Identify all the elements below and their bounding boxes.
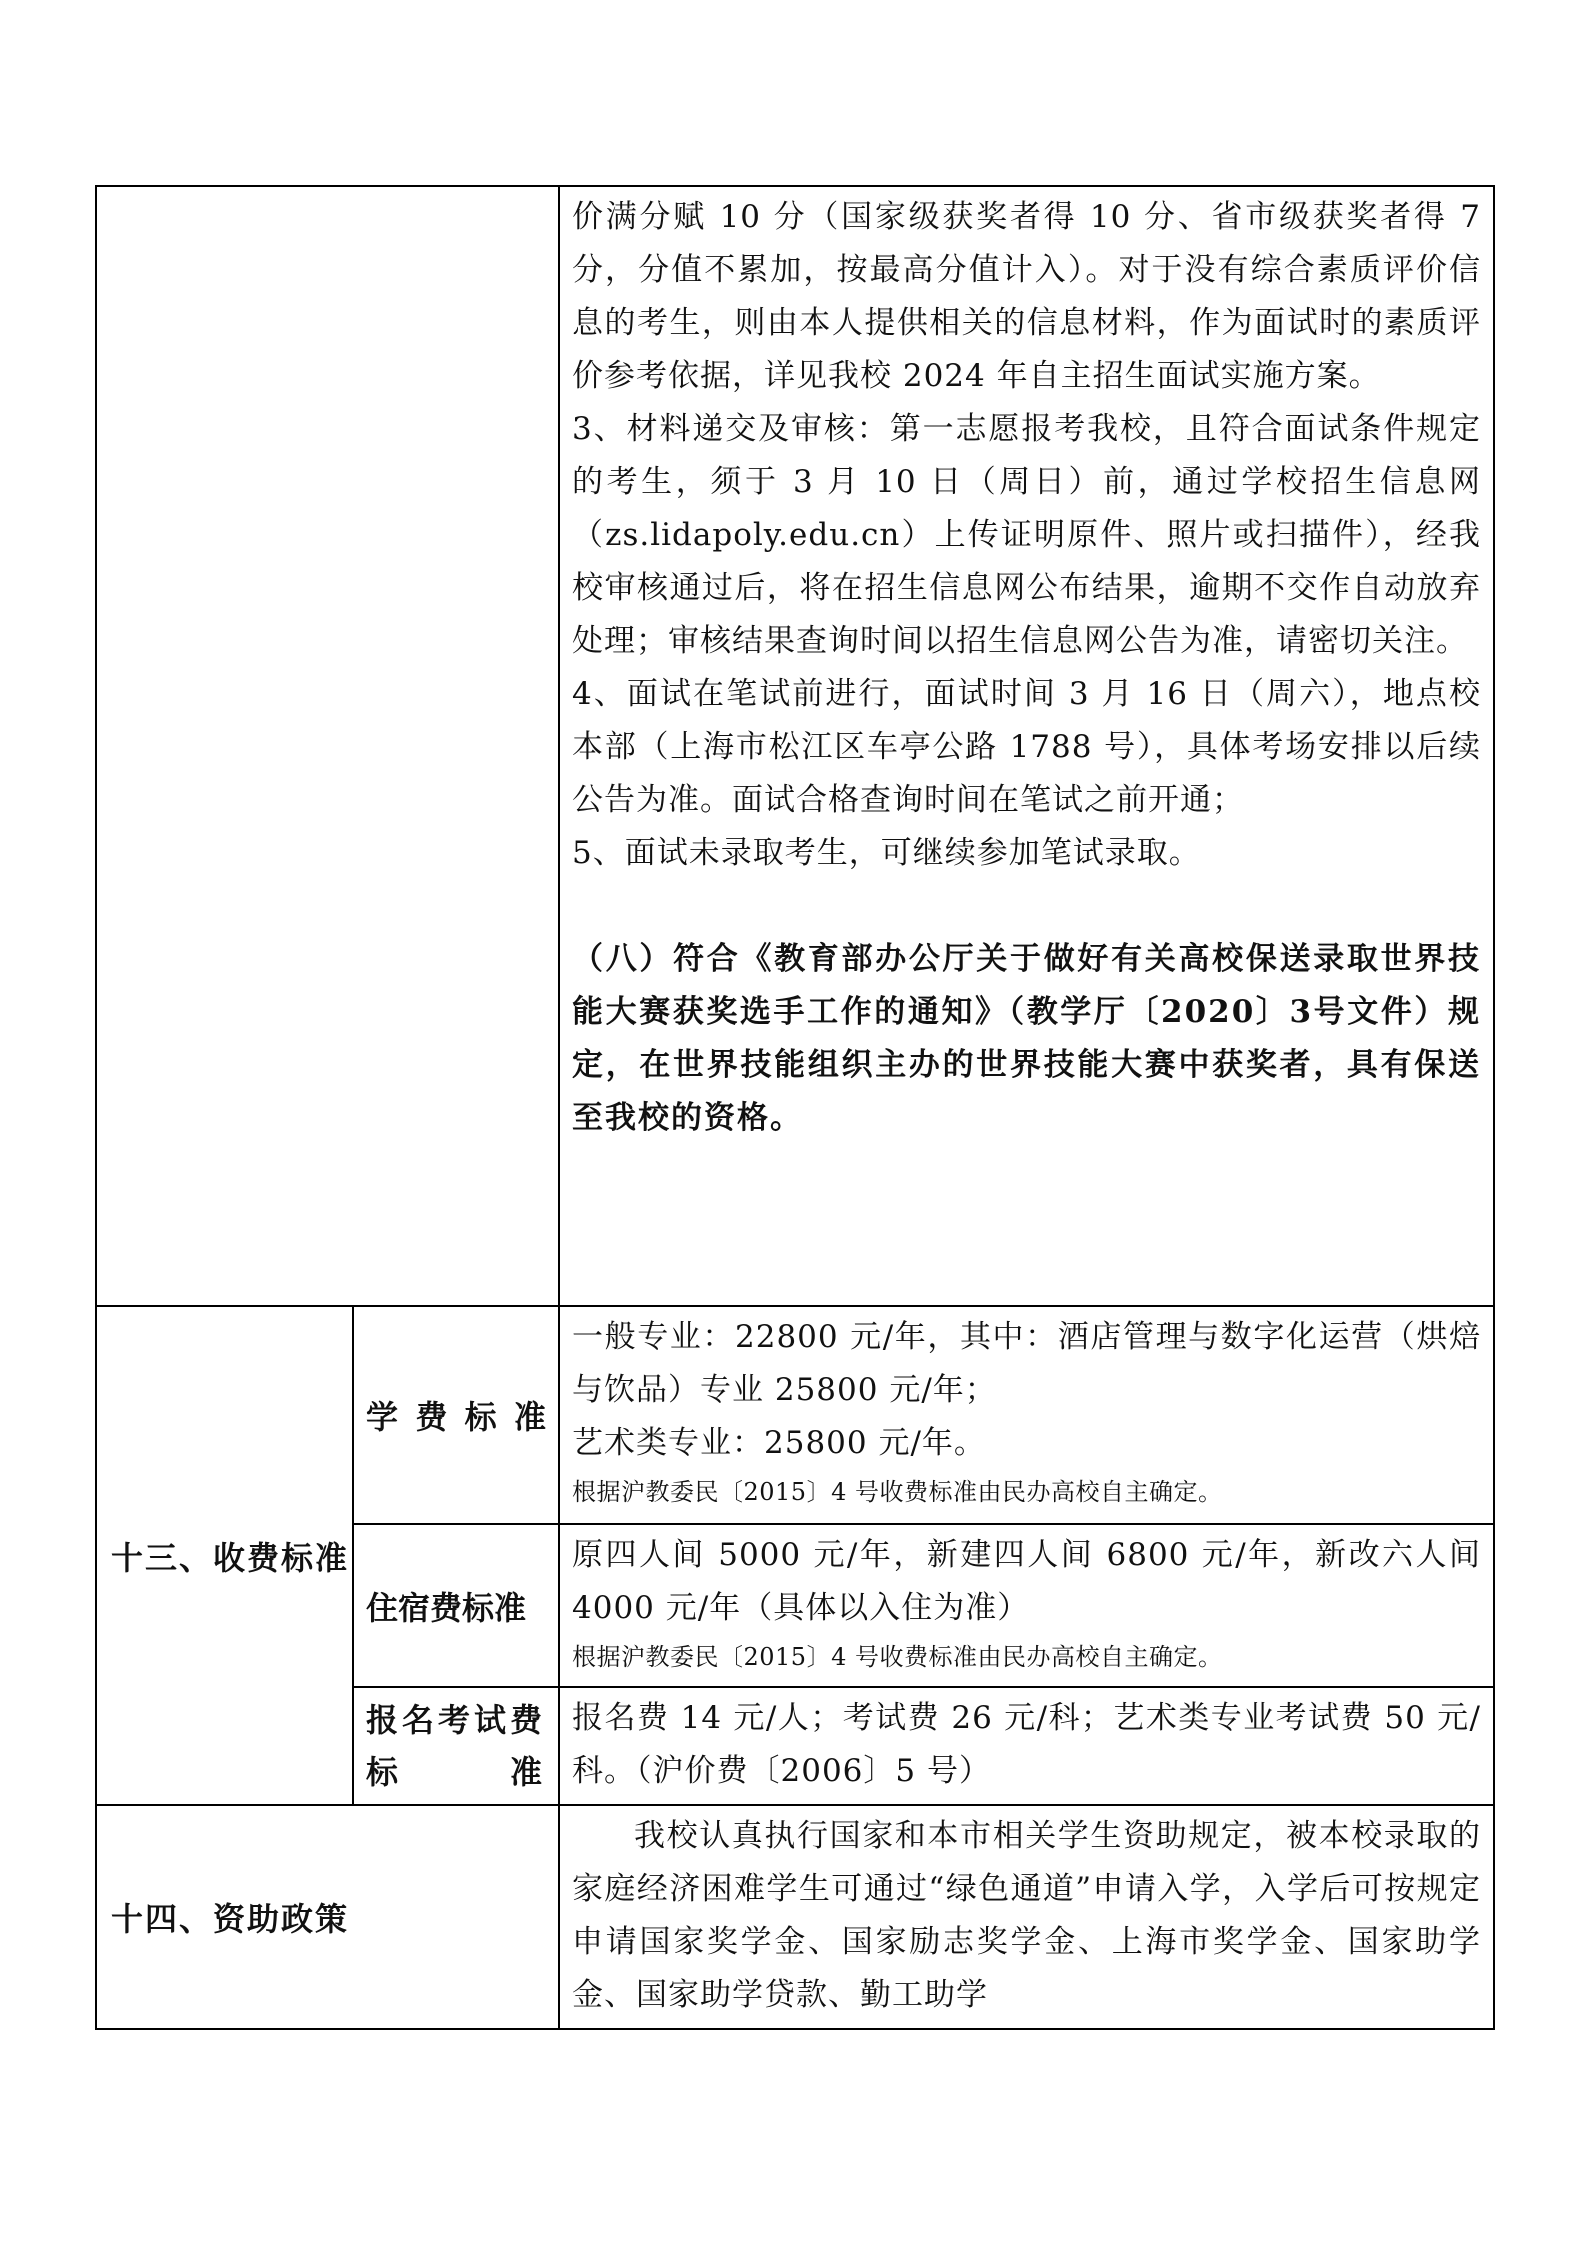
not-admitted-paragraph: 5、面试未录取考生，可继续参加笔试录取。 [572, 835, 1201, 871]
tuition-label-char: 准 [513, 1398, 546, 1436]
exam-fee-content [559, 1687, 1494, 1805]
materials-paragraph: 3、材料递交及审核：第一志愿报考我校，且符合面试条件规定的考生，须于 3 月 10 日（周日）前，通过学校招生信息网（zs.lidapoly.edu.cn）上传证明原件、照片或扫描件），经我校审核通过后，将在招生信息网公布结果，逾期不交作自动放弃处理；审核结果查询时间以招生信息网公告为准，请密切关注。 [572, 411, 1481, 659]
housing-content [559, 1524, 1494, 1687]
interview-paragraph: 4、面试在笔试前进行，面试时间 3 月 16 日（周六），地点校本部（上海市松江区车亭公路 1788 号），具体考场安排以后续公告为准。面试合格查询时间在笔试之前开通； [572, 676, 1481, 818]
exam-fee-label [353, 1687, 559, 1805]
tuition-label [353, 1306, 559, 1524]
tuition-label-char: 学 [366, 1398, 399, 1436]
exam-fee-text: 报名费 14 元/人；考试费 26 元/科；艺术类专业考试费 50 元/科。（沪价费〔2006〕5 号） [572, 1700, 1481, 1789]
exam-fee-label-char: 标 [366, 1753, 403, 1791]
tuition-label-char: 费 [415, 1398, 448, 1436]
aid-policy-row [96, 1805, 1494, 2029]
aid-policy-title: 十四、资助政策 [96, 1805, 559, 2029]
aid-policy-content [559, 1805, 1494, 2029]
tuition-art-line: 艺术类专业：25800 元/年。 [572, 1425, 986, 1461]
world-skills-paragraph: （八）符合《教育部办公厅关于做好有关高校保送录取世界技能大赛获奖选手工作的通知》（教学厅〔2020〕3号文件）规定，在世界技能组织主办的世界技能大赛中获奖者，具有保送至我校的资格。 [572, 941, 1481, 1136]
enrollment-table [95, 185, 1495, 2030]
housing-line: 原四人间 5000 元/年，新建四人间 6800 元/年，新改六人间 4000 元/年（具体以入住为准） [572, 1537, 1481, 1626]
tuition-note: 根据沪教委民〔2015〕4 号收费标准由民办高校自主确定。 [572, 1478, 1223, 1506]
tuition-label-char: 标 [464, 1398, 497, 1436]
continuation-row [96, 186, 1494, 1306]
continuation-cell [559, 186, 1494, 1306]
housing-note: 根据沪教委民〔2015〕4 号收费标准由民办高校自主确定。 [572, 1643, 1223, 1671]
empty-category-cell [96, 186, 559, 1306]
exam-fee-label-line1: 报名考试费 [366, 1701, 547, 1739]
tuition-row [96, 1306, 1494, 1524]
tuition-general-line: 一般专业：22800 元/年，其中：酒店管理与数字化运营（烘焙与饮品）专业 25800 元/年； [572, 1319, 1481, 1408]
exam-fee-label-char: 准 [509, 1753, 546, 1791]
housing-label: 住宿费标准 [353, 1524, 559, 1687]
fee-standard-title: 十三、收费标准 [96, 1306, 353, 1805]
aid-policy-text: 我校认真执行国家和本市相关学生资助规定，被本校录取的家庭经济困难学生可通过“绿色通道”申请入学，入学后可按规定申请国家奖学金、国家励志奖学金、上海市奖学金、国家助学金、国家助学贷款、勤工助学 [572, 1818, 1481, 2013]
continuation-paragraph: 价满分赋 10 分（国家级获奖者得 10 分、省市级获奖者得 7 分，分值不累加，按最高分值计入）。对于没有综合素质评价信息的考生，则由本人提供相关的信息材料，作为面试时的素质评价参考依据，详见我校 2024 年自主招生面试实施方案。 [572, 199, 1481, 394]
tuition-content [559, 1306, 1494, 1524]
exam-fee-label-line2 [366, 1746, 546, 1798]
